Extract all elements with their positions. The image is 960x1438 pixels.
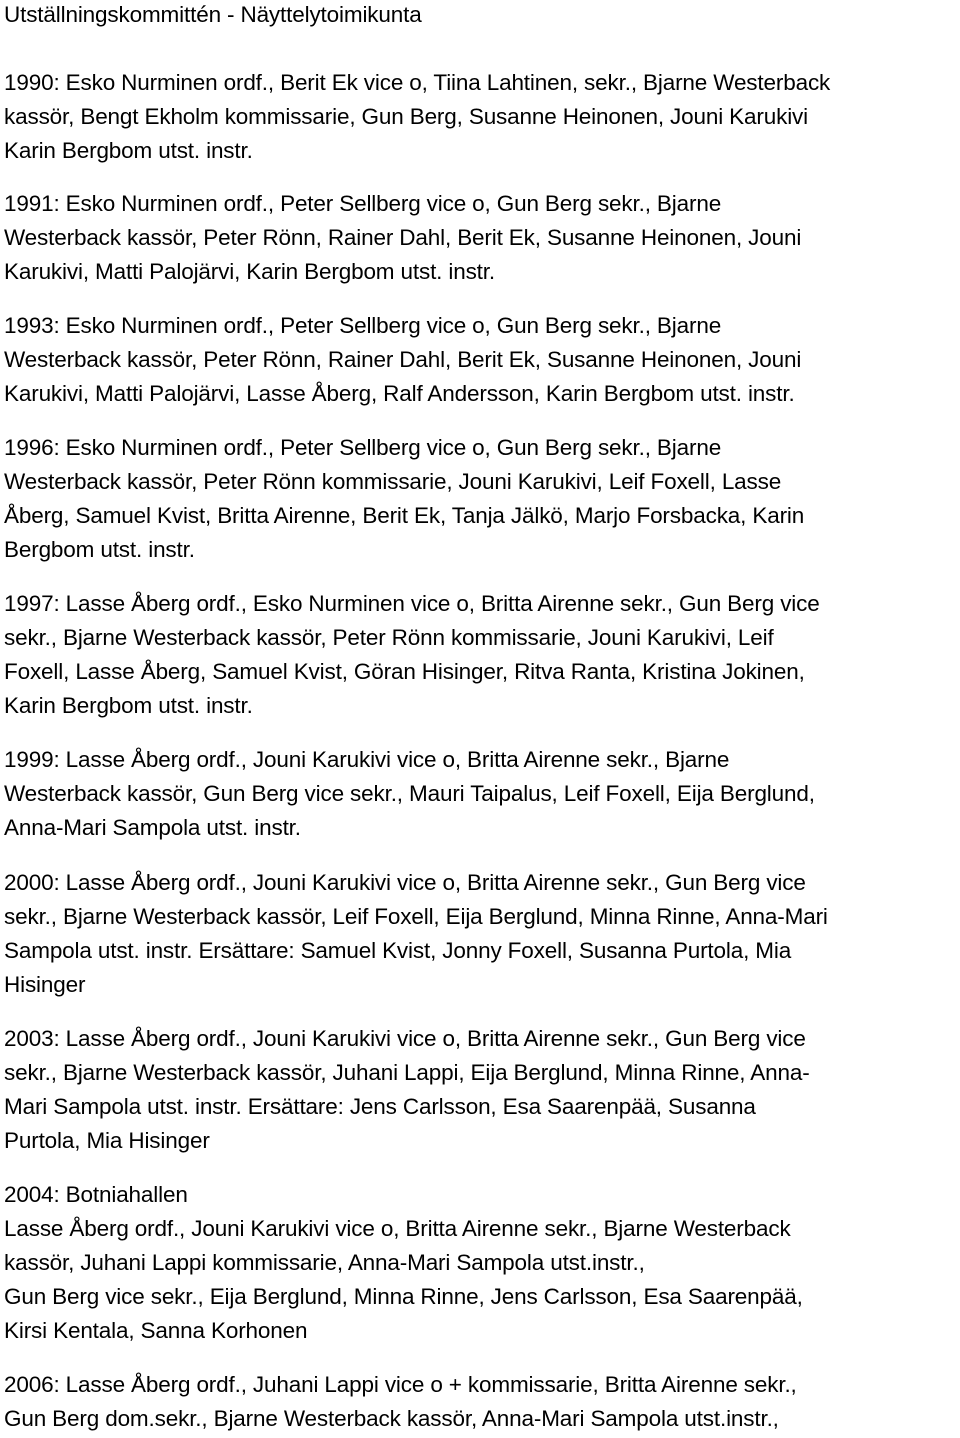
text-line: Karin Bergbom utst. instr. bbox=[4, 138, 253, 163]
text-line: Kirsi Kentala, Sanna Korhonen bbox=[4, 1318, 308, 1343]
text-line: Lasse Åberg ordf., Jouni Karukivi vice o, Britta Airenne sekr., Bjarne Westerback bbox=[4, 1216, 791, 1241]
text-line: Westerback kassör, Peter Rönn kommissarie, Jouni Karukivi, Leif Foxell, Lasse bbox=[4, 469, 782, 494]
text-line: 1996: Esko Nurminen ordf., Peter Sellberg vice o, Gun Berg sekr., Bjarne bbox=[4, 435, 722, 460]
text-line: Åberg, Samuel Kvist, Britta Airenne, Berit Ek, Tanja Jälkö, Marjo Forsbacka, Karin bbox=[4, 503, 805, 528]
text-line: Purtola, Mia Hisinger bbox=[4, 1128, 210, 1153]
document-title: Utställningskommittén - Näyttelytoimikunta bbox=[4, 2, 422, 27]
text-line: 1999: Lasse Åberg ordf., Jouni Karukivi vice o, Britta Airenne sekr., Bjarne bbox=[4, 747, 730, 772]
text-line: sekr., Bjarne Westerback kassör, Leif Foxell, Eija Berglund, Minna Rinne, Anna-Mari bbox=[4, 904, 828, 929]
text-line: kassör, Bengt Ekholm kommissarie, Gun Berg, Susanne Heinonen, Jouni Karukivi bbox=[4, 104, 809, 129]
text-line: 2003: Lasse Åberg ordf., Jouni Karukivi vice o, Britta Airenne sekr., Gun Berg vice bbox=[4, 1026, 806, 1051]
text-line: 1991: Esko Nurminen ordf., Peter Sellberg vice o, Gun Berg sekr., Bjarne bbox=[4, 191, 722, 216]
text-line: Sampola utst. instr. Ersättare: Samuel Kvist, Jonny Foxell, Susanna Purtola, Mia bbox=[4, 938, 792, 963]
text-line: Westerback kassör, Peter Rönn, Rainer Dahl, Berit Ek, Susanne Heinonen, Jouni bbox=[4, 347, 802, 372]
text-line: Westerback kassör, Peter Rönn, Rainer Dahl, Berit Ek, Susanne Heinonen, Jouni bbox=[4, 225, 802, 250]
text-line: Mari Sampola utst. instr. Ersättare: Jens Carlsson, Esa Saarenpää, Susanna bbox=[4, 1094, 756, 1119]
text-line: 1990: Esko Nurminen ordf., Berit Ek vice o, Tiina Lahtinen, sekr., Bjarne Westerback bbox=[4, 70, 831, 95]
text-line: 2004: Botniahallen bbox=[4, 1182, 188, 1207]
text-line: kassör, Juhani Lappi kommissarie, Anna-Mari Sampola utst.instr., bbox=[4, 1250, 645, 1275]
text-line: Foxell, Lasse Åberg, Samuel Kvist, Göran Hisinger, Ritva Ranta, Kristina Jokinen, bbox=[4, 659, 805, 684]
text-line: Westerback kassör, Gun Berg vice sekr., Mauri Taipalus, Leif Foxell, Eija Berglund, bbox=[4, 781, 815, 806]
text-line: Karin Bergbom utst. instr. bbox=[4, 693, 253, 718]
text-line: Karukivi, Matti Palojärvi, Karin Bergbom utst. instr. bbox=[4, 259, 495, 284]
text-line: 2006: Lasse Åberg ordf., Juhani Lappi vice o + kommissarie, Britta Airenne sekr., bbox=[4, 1372, 797, 1397]
text-line: Hisinger bbox=[4, 972, 86, 997]
text-line: 1997: Lasse Åberg ordf., Esko Nurminen vice o, Britta Airenne sekr., Gun Berg vice bbox=[4, 591, 820, 616]
text-line: Gun Berg dom.sekr., Bjarne Westerback kassör, Anna-Mari Sampola utst.instr., bbox=[4, 1406, 779, 1431]
text-line: sekr., Bjarne Westerback kassör, Juhani Lappi, Eija Berglund, Minna Rinne, Anna- bbox=[4, 1060, 810, 1085]
text-line: Bergbom utst. instr. bbox=[4, 537, 195, 562]
text-line: Gun Berg vice sekr., Eija Berglund, Minna Rinne, Jens Carlsson, Esa Saarenpää, bbox=[4, 1284, 803, 1309]
text-line: Anna-Mari Sampola utst. instr. bbox=[4, 815, 301, 840]
text-line: sekr., Bjarne Westerback kassör, Peter Rönn kommissarie, Jouni Karukivi, Leif bbox=[4, 625, 774, 650]
text-line: 1993: Esko Nurminen ordf., Peter Sellberg vice o, Gun Berg sekr., Bjarne bbox=[4, 313, 722, 338]
text-line: Karukivi, Matti Palojärvi, Lasse Åberg, Ralf Andersson, Karin Bergbom utst. instr. bbox=[4, 381, 795, 406]
text-line: 2000: Lasse Åberg ordf., Jouni Karukivi vice o, Britta Airenne sekr., Gun Berg vice bbox=[4, 870, 806, 895]
